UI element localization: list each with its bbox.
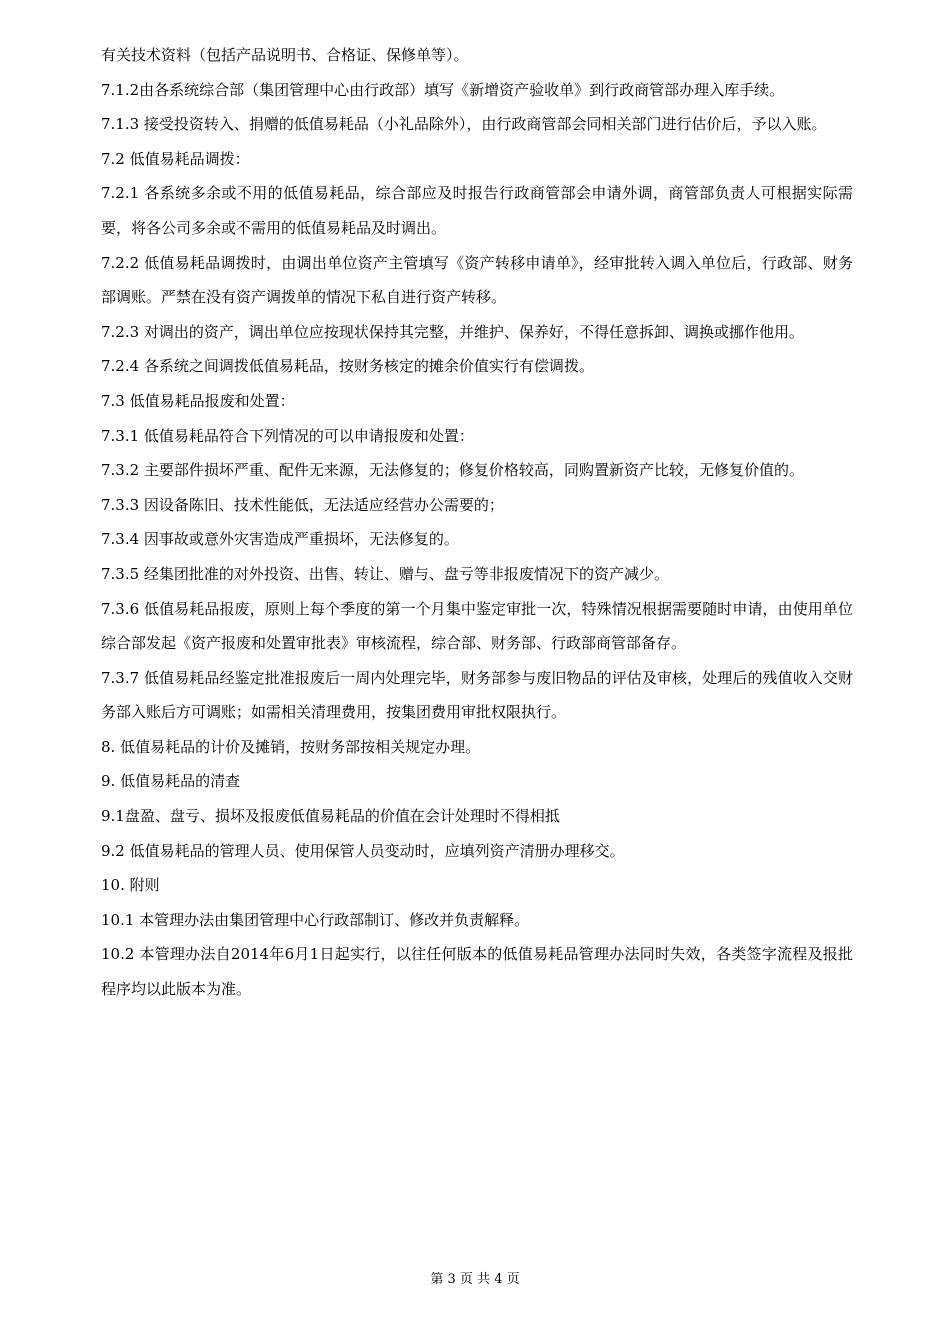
paragraph: 7.3.1 低值易耗品符合下列情况的可以申请报废和处置： (101, 426, 474, 445)
paragraph: 7.3.7 低值易耗品经鉴定批准报废后一周内处理完毕，财务部参与废旧物品的评估及审核，处理后的残值收入交财务部入账后方可调账；如需相关清理费用，按集团费用审批权限执行。 (101, 668, 853, 722)
paragraph: 7.2.1 各系统多余或不用的低值易耗品，综合部应及时报告行政商管部会申请外调，商管部负责人可根据实际需要，将各公司多余或不需用的低值易耗品及时调出。 (101, 184, 853, 237)
paragraph: 9.1盘盈、盘亏、损坏及报废低值易耗品的价值在会计处理时不得相抵 (101, 807, 560, 826)
paragraph: 9. 低值易耗品的清查 (101, 772, 241, 791)
page-number: 第 3 页 共 4 页 (430, 1272, 520, 1287)
paragraph: 7.2 低值易耗品调拨： (101, 149, 250, 168)
paragraph: 有关技术资料（包括产品说明书、合格证、保修单等）。 (101, 46, 469, 64)
paragraph: 7.1.3 接受投资转入、捐赠的低值易耗品（小礼品除外），由行政商管部会同相关部门进行估价后，予以入账。 (101, 115, 827, 134)
paragraph: 8. 低值易耗品的计价及摊销，按财务部按相关规定办理。 (101, 737, 481, 756)
paragraph: 7.3.5 经集团批准的对外投资、出售、转让、赠与、盘亏等非报废情况下的资产减少。 (101, 564, 669, 583)
paragraph: 7.1.2由各系统综合部（集团管理中心由行政部）填写《新增资产验收单》到行政商管部办理入库手续。 (101, 80, 785, 99)
paragraph: 10. 附则 (101, 876, 160, 895)
paragraph: 7.3.4 因事故或意外灾害造成严重损坏，无法修复的。 (101, 530, 459, 549)
paragraph: 9.2 低值易耗品的管理人员、使用保管人员变动时，应填列资产清册办理移交。 (101, 841, 625, 860)
document-body (101, 38, 853, 1007)
paragraph: 7.3.6 低值易耗品报废，原则上每个季度的第一个月集中鉴定审批一次，特殊情况根据需要随时申请，由使用单位综合部发起《资产报废和处置审批表》审核流程，综合部、财务部、行政部商管部备存。 (101, 599, 853, 653)
paragraph: 7.2.2 低值易耗品调拨时，由调出单位资产主管填写《资产转移申请单》，经审批转入调入单位后，行政部、财务部调账。严禁在没有资产调拨单的情况下私自进行资产转移。 (101, 253, 853, 307)
paragraph: 10.2 本管理办法自2014年6月1日起实行，以往任何版本的低值易耗品管理办法同时失效，各类签字流程及报批程序均以此版本为准。 (101, 945, 853, 999)
paragraph: 7.2.3 对调出的资产，调出单位应按现状保持其完整，并维护、保养好，不得任意拆卸、调换或挪作他用。 (101, 322, 804, 341)
paragraph: 7.3.3 因设备陈旧、技术性能低，无法适应经营办公需要的； (101, 495, 504, 514)
paragraph: 7.3.2 主要部件损坏严重、配件无来源，无法修复的；修复价格较高，同购置新资产比较，无修复价值的。 (101, 461, 804, 480)
paragraph: 7.2.4 各系统之间调拨低值易耗品，按财务核定的摊余价值实行有偿调拨。 (101, 357, 594, 376)
paragraph: 10.1 本管理办法由集团管理中心行政部制订、修改并负责解释。 (101, 910, 530, 929)
paragraph: 7.3 低值易耗品报废和处置： (101, 391, 295, 410)
